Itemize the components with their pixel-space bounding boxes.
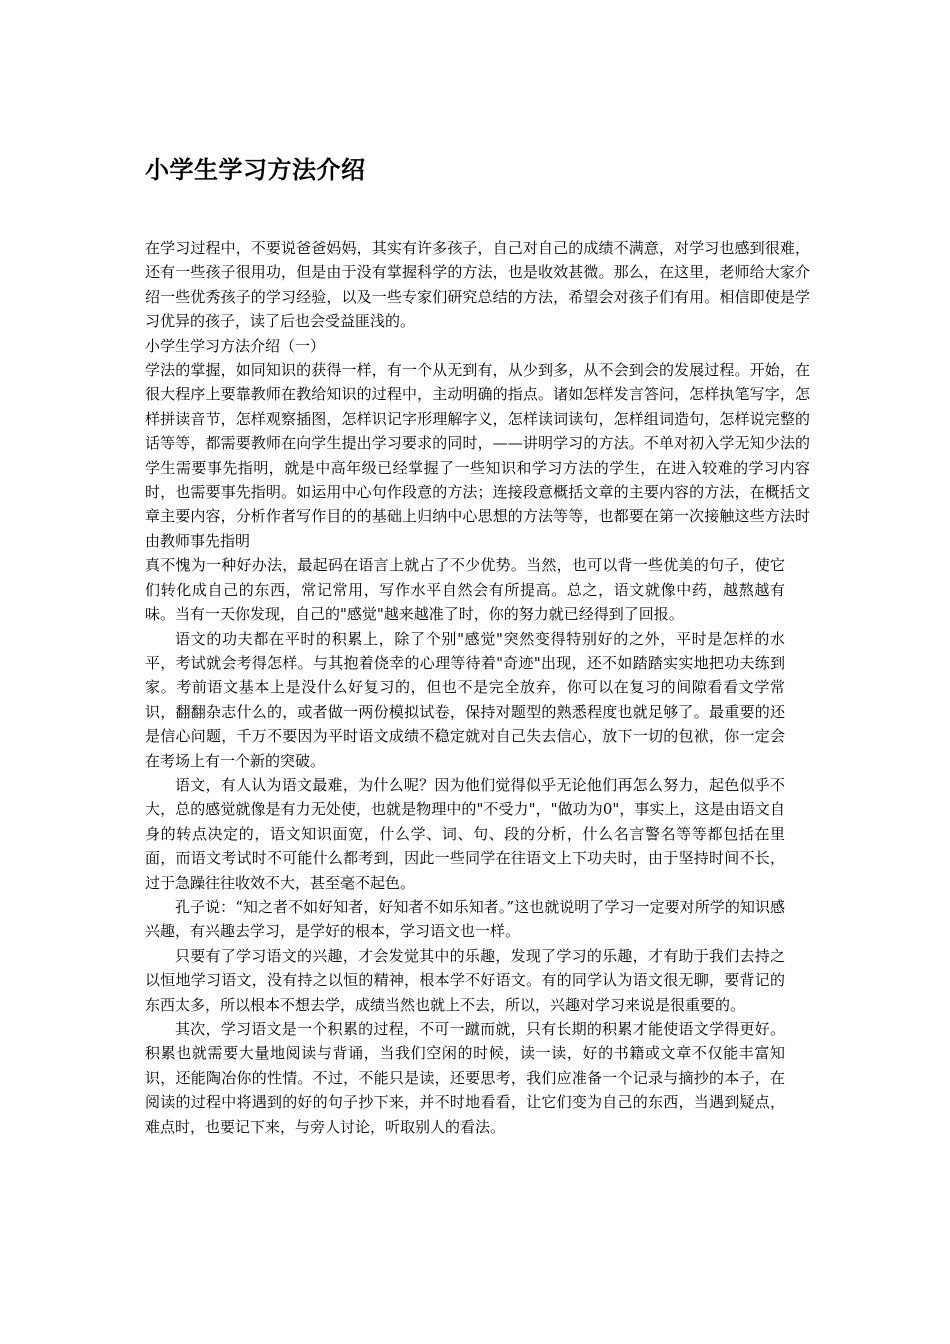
paragraph-2: 语文的功夫都在平时的积累上，除了个别"感觉"突然变得特别好的之外，平时是怎样的水平，考试就会考得怎样。与其抱着侥幸的心理等待着"奇迹"出现，还不如踏踏实实地把功夫练到家。考前语文基本上是没什么好复习的，但也不是完全放弃，你可以在复习的间隙看看文学常识，翻翻杂志什么的，或者做一两份模拟试卷，保持对题型的熟悉程度也就足够了。最重要的还是信心问题，千万不要因为平时语文成绩不稳定就对自己失去信心，放下一切的包袱，你一定会在考场上有一个新的突破。 [145,629,785,770]
section-paragraph: 学法的掌握，如同知识的获得一样，有一个从无到有，从少到多，从不会到会的发展过程。开始，在很大程序上要靠教师在教给知识的过程中，主动明确的指点。诸如怎样发言答问，怎样执笔写字，怎样拼读音节，怎样观察插图，怎样识记字形理解字义，怎样读词读句，怎样组词造句，怎样说完整的话等等，都需要教师在向学生提出学习要求的同时，——讲明学习的方法。不单对初入学无知少法的学生需要事先指明，就是中高年级已经掌握了一些知识和学习方法的学生，在进入较难的学习内容时，也需要事先指明。如运用中心句作段意的方法；连接段意概括文章的主要内容的方法，在概括文章主要内容，分析作者写作目的的基础上归纳中心思想的方法等等，也都要在第一次接触这些方法时由教师事先指明 [145,361,810,550]
section-heading: 小学生学习方法介绍（一） [145,336,326,355]
page-title: 小学生学习方法介绍 [145,156,366,184]
main-block [145,553,785,1139]
intro-paragraph: 在学习过程中，不要说爸爸妈妈，其实有许多孩子，自己对自己的成绩不满意，对学习也感到很难，还有一些孩子很用功，但是由于没有掌握科学的方法，也是收效甚微。那么，在这里，老师给大家介绍一些优秀孩子的学习经验，以及一些专家们研究总结的方法，希望会对孩子们有用。相信即使是学习优异的孩子，读了后也会受益匪浅的。 [145,239,810,331]
paragraph-1: 真不愧为一种好办法，最起码在语言上就占了不少优势。当然，也可以背一些优美的句子，使它们转化成自己的东西，常记常用，写作水平自然会有所提高。总之，语文就像中药，越熬越有味。当有一天你发现，自己的"感觉"越来越准了时，你的努力就已经得到了回报。 [145,556,785,624]
intro-block [145,236,810,553]
document-body [145,236,810,1139]
paragraph-5: 只要有了学习语文的兴趣，才会发觉其中的乐趣，发现了学习的乐趣，才有助于我们去持之以恒地学习语文，没有持之以恒的精神，根本学不好语文。有的同学认为语文很无聊，要背记的东西太多，所以根本不想去学，成绩当然也就上不去，所以，兴趣对学习来说是很重要的。 [145,946,785,1014]
paragraph-6: 其次，学习语文是一个积累的过程，不可一蹴而就，只有长期的积累才能使语文学得更好。积累也就需要大量地阅读与背诵，当我们空闲的时候，读一读，好的书籍或文章不仅能丰富知识，还能陶冶你的性情。不过，不能只是读，还要思考，我们应准备一个记录与摘抄的本子，在阅读的过程中将遇到的好的句子抄下来，并不时地看看，让它们变为自己的东西，当遇到疑点，难点时，也要记下来，与旁人讨论，听取别人的看法。 [145,1020,785,1136]
paragraph-3: 语文，有人认为语文最难，为什么呢？因为他们觉得似乎无论他们再怎么努力，起色似乎不大，总的感觉就像是有力无处使，也就是物理中的"不受力"，"做功为0"，事实上，这是由语文自身的转点决定的，语文知识面宽，什么学、词、句、段的分析，什么名言警名等等都包括在里面，而语文考试时不可能什么都考到，因此一些同学在往语文上下功夫时，由于坚持时间不长，过于急躁往往收效不大，甚至毫不起色。 [145,775,785,892]
paragraph-4: 孔子说：“知之者不如好知者，好知者不如乐知者。”这也就说明了学习一定要对所学的知识感兴趣，有兴趣去学习，是学好的根本，学习语文也一样。 [145,897,785,941]
